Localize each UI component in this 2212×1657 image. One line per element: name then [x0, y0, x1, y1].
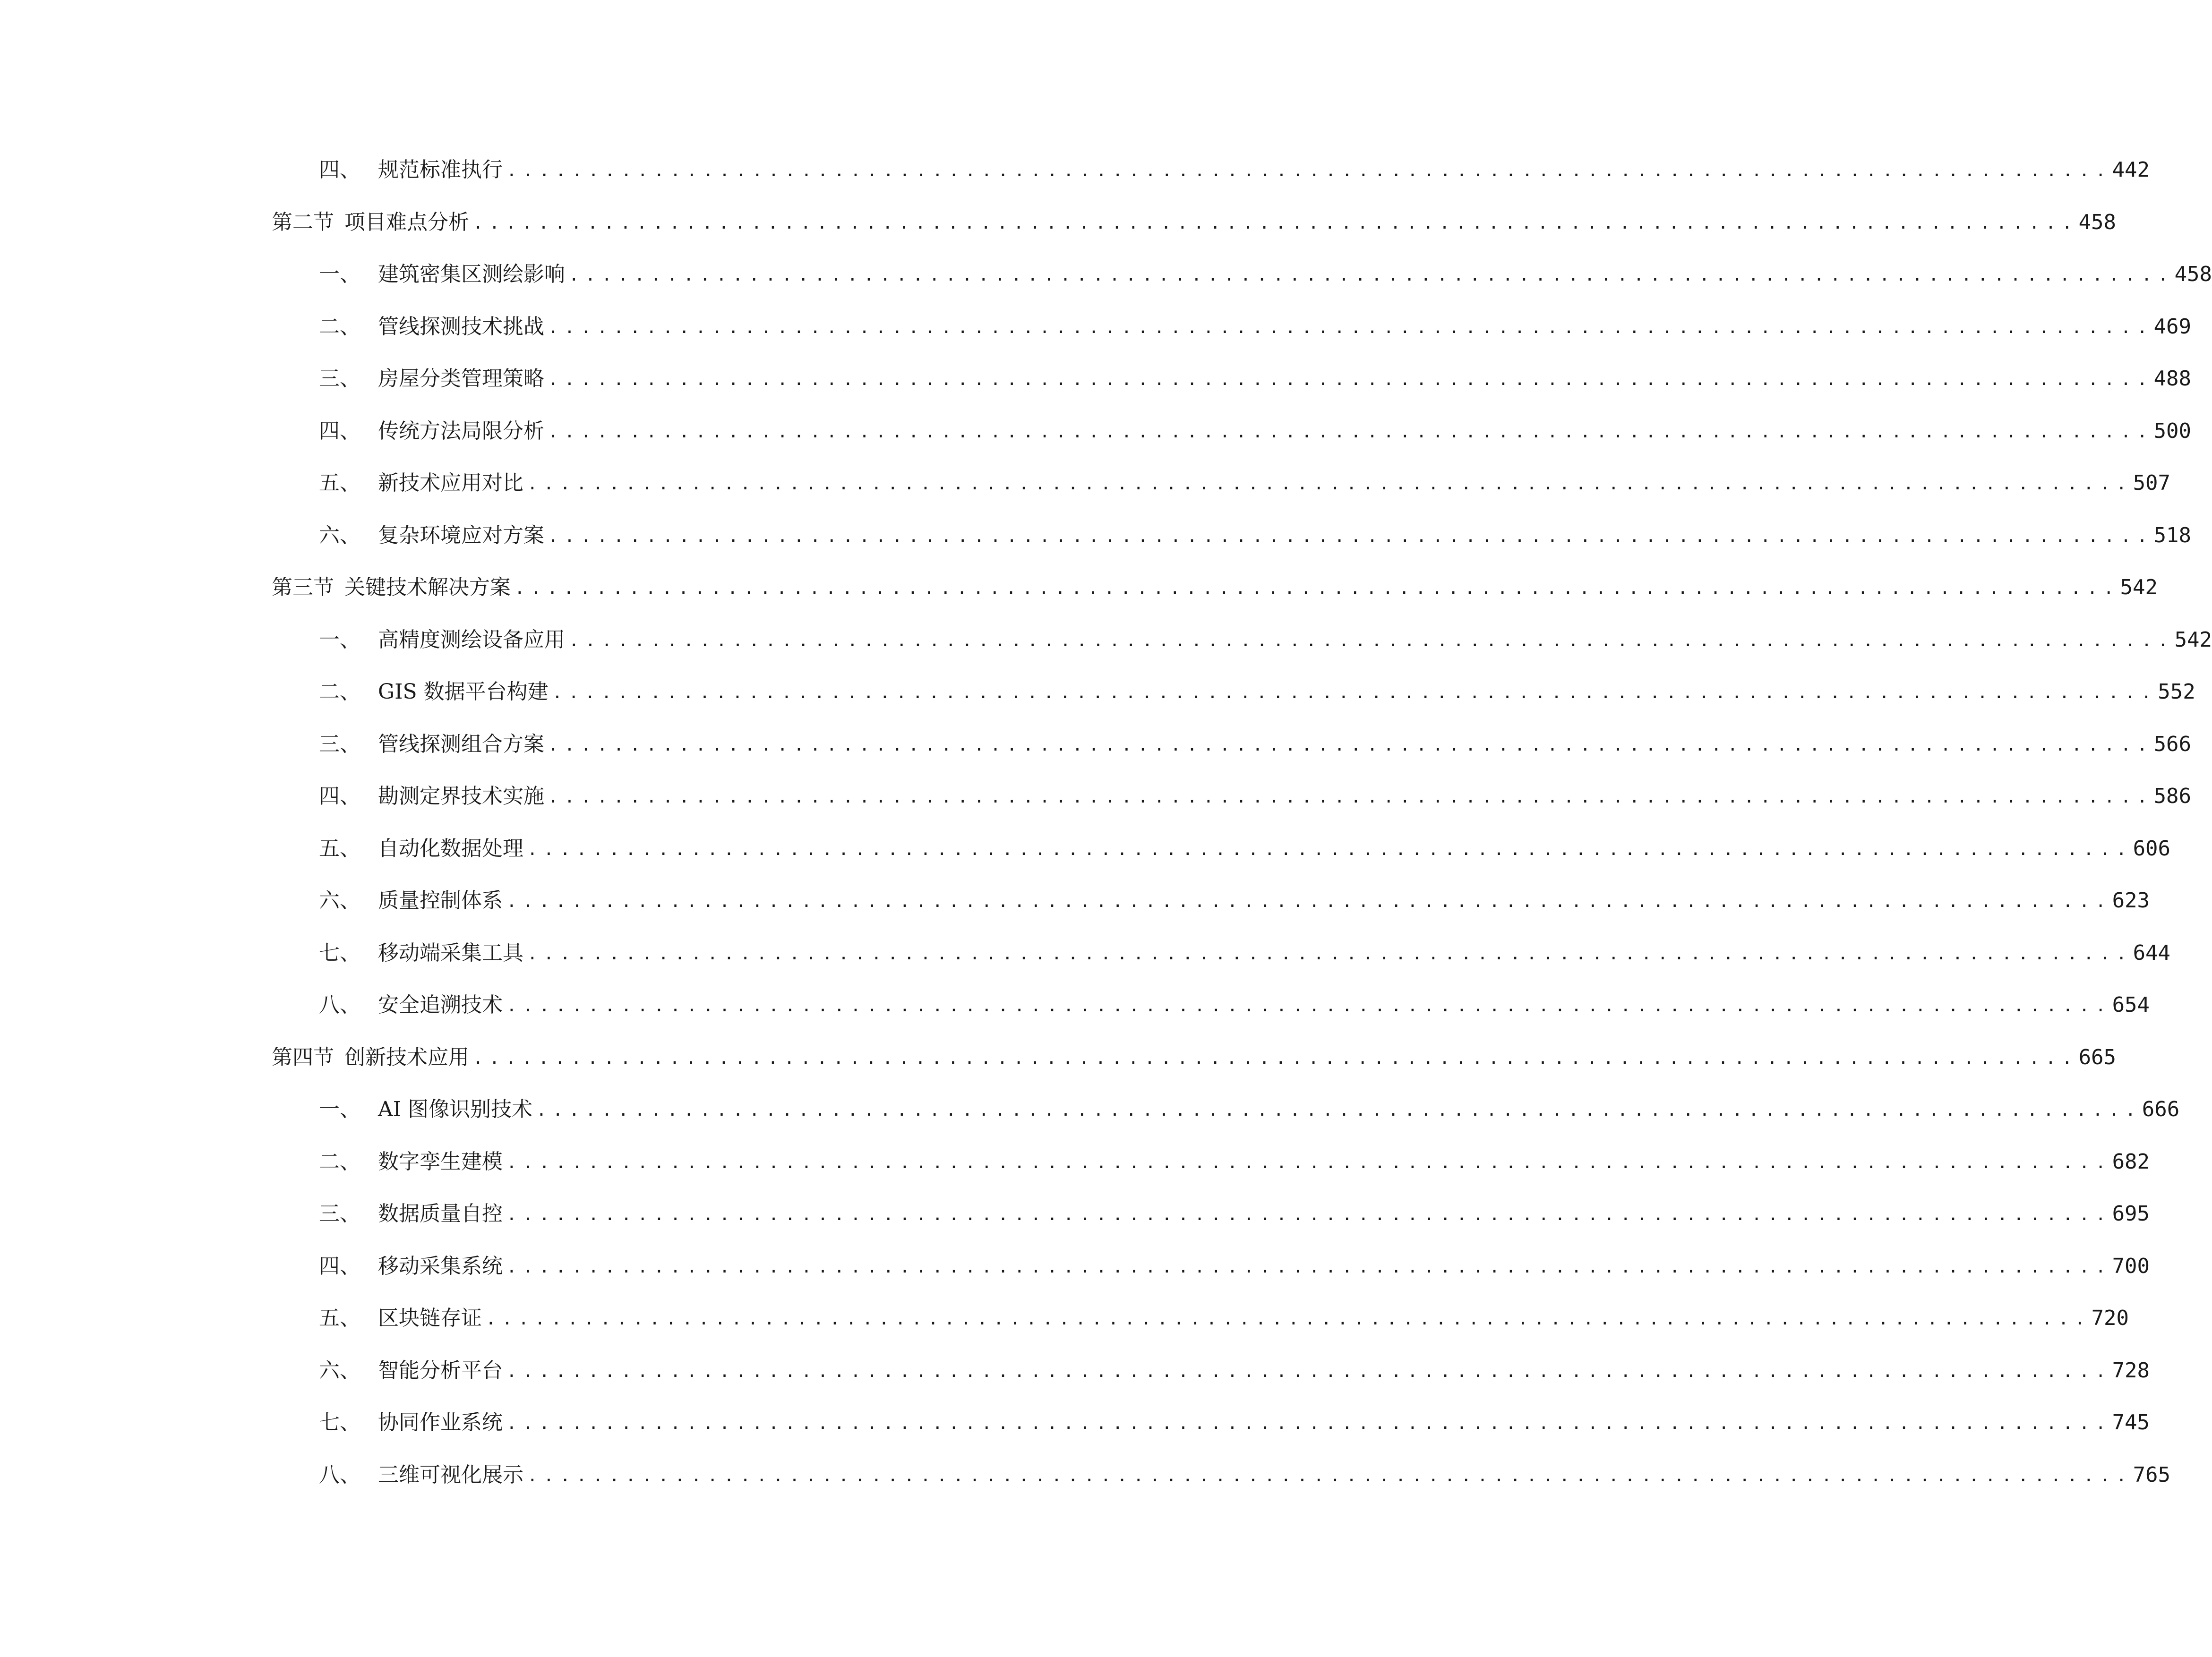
entry-title: 勘测定界技术实施 [378, 784, 544, 809]
dot-leader: .................................................................................................. [548, 317, 2154, 337]
toc-entry[interactable] [272, 823, 2171, 875]
entry-number: 三、 [319, 1202, 360, 1226]
dot-leader: .................................................................................................. [506, 1361, 2112, 1381]
entry-number: 六、 [319, 1358, 360, 1383]
dot-leader: .................................................................................................. [569, 265, 2175, 285]
dot-leader: .................................................................................................. [548, 422, 2154, 442]
toc-entry[interactable] [272, 1240, 2150, 1293]
entry-page-number: 720 [2091, 1306, 2129, 1331]
entry-number: 二、 [319, 680, 360, 704]
dot-leader: .................................................................................................. [527, 474, 2133, 494]
entry-number: 二、 [319, 1149, 360, 1174]
toc-entry[interactable] [272, 248, 2212, 301]
dot-leader: .................................................................................................. [514, 579, 2120, 598]
entry-page-number: 606 [2133, 836, 2171, 861]
entry-number: 八、 [319, 1462, 360, 1487]
dot-leader: .................................................................................................. [506, 1257, 2112, 1277]
dot-leader: .................................................................................................. [506, 1414, 2112, 1434]
dot-leader: .................................................................................................. [527, 1466, 2133, 1486]
entry-page-number: 695 [2112, 1202, 2150, 1226]
toc-entry[interactable] [272, 1397, 2150, 1449]
toc-entry[interactable] [272, 405, 2192, 458]
entry-page-number: 586 [2153, 784, 2192, 809]
dot-leader: .................................................................................................. [506, 1205, 2112, 1225]
dot-leader: .................................................................................................. [473, 1048, 2079, 1068]
entry-title: 房屋分类管理策略 [378, 367, 544, 391]
entry-title: 三维可视化展示 [378, 1462, 523, 1487]
entry-page-number: 745 [2112, 1410, 2150, 1435]
entry-title: 质量控制体系 [378, 888, 503, 913]
section-number: 第三节 [272, 575, 334, 600]
entry-title: 数字孪生建模 [378, 1149, 503, 1174]
toc-section-entry[interactable] [272, 562, 2158, 614]
dot-leader: .................................................................................................. [548, 526, 2154, 546]
toc-entry[interactable] [272, 1345, 2150, 1397]
entry-title: 建筑密集区测绘影响 [378, 262, 565, 287]
toc-entry[interactable] [272, 144, 2150, 196]
entry-number: 八、 [319, 993, 360, 1017]
dot-leader: .................................................................................................. [506, 161, 2112, 181]
entry-page-number: 507 [2133, 471, 2171, 495]
entry-page-number: 765 [2133, 1462, 2171, 1487]
dot-leader: .................................................................................................. [506, 892, 2112, 912]
toc-entry[interactable] [272, 770, 2192, 823]
section-title: 项目难点分析 [344, 210, 469, 234]
entry-title: GIS 数据平台构建 [378, 680, 549, 704]
entry-page-number: 566 [2153, 732, 2192, 756]
toc-entry[interactable] [272, 1292, 2129, 1345]
entry-title: 管线探测组合方案 [378, 732, 544, 756]
toc-entry[interactable] [272, 927, 2171, 980]
toc-entry[interactable] [272, 1188, 2150, 1240]
entry-page-number: 728 [2112, 1358, 2150, 1383]
entry-page-number: 458 [2174, 262, 2212, 287]
entry-page-number: 623 [2112, 888, 2150, 913]
entry-number: 五、 [319, 1306, 360, 1331]
entry-number: 二、 [319, 314, 360, 339]
entry-title: 移动端采集工具 [378, 940, 523, 965]
dot-leader: .................................................................................................. [548, 370, 2154, 390]
entry-number: 六、 [319, 523, 360, 547]
entry-title: 数据质量自控 [378, 1202, 503, 1226]
toc-section-entry[interactable] [272, 1032, 2117, 1084]
entry-number: 四、 [319, 1254, 360, 1278]
entry-title: 协同作业系统 [378, 1410, 503, 1435]
toc-entry[interactable] [272, 666, 2195, 718]
toc-entry[interactable] [272, 353, 2192, 405]
entry-title: 区块链存证 [378, 1306, 482, 1331]
entry-title: 规范标准执行 [378, 158, 503, 182]
dot-leader: .................................................................................................. [527, 944, 2133, 964]
entry-page-number: 666 [2142, 1097, 2180, 1122]
entry-page-number: 682 [2112, 1149, 2150, 1174]
entry-page-number: 665 [2078, 1045, 2117, 1069]
dot-leader: .................................................................................................. [548, 735, 2154, 755]
entry-page-number: 442 [2112, 158, 2150, 182]
section-title: 创新技术应用 [344, 1045, 469, 1069]
entry-number: 一、 [319, 1097, 360, 1122]
entry-page-number: 458 [2078, 210, 2117, 234]
entry-number: 一、 [319, 262, 360, 287]
dot-leader: .................................................................................................. [506, 1153, 2112, 1172]
entry-number: 七、 [319, 1410, 360, 1435]
entry-number: 七、 [319, 940, 360, 965]
entry-number: 三、 [319, 732, 360, 756]
entry-number: 五、 [319, 836, 360, 861]
dot-leader: .................................................................................................. [536, 1101, 2142, 1120]
entry-page-number: 500 [2153, 419, 2192, 443]
entry-title: 传统方法局限分析 [378, 419, 544, 443]
entry-title: 安全追溯技术 [378, 993, 503, 1017]
entry-page-number: 488 [2153, 367, 2192, 391]
entry-number: 四、 [319, 784, 360, 809]
entry-page-number: 654 [2112, 993, 2150, 1017]
toc-entry[interactable] [272, 1449, 2171, 1502]
entry-title: 复杂环境应对方案 [378, 523, 544, 547]
entry-number: 四、 [319, 419, 360, 443]
entry-title: AI 图像识别技术 [378, 1097, 533, 1122]
dot-leader: .................................................................................................. [486, 1309, 2092, 1329]
entry-title: 管线探测技术挑战 [378, 314, 544, 339]
entry-page-number: 469 [2153, 314, 2192, 339]
toc-entry[interactable] [272, 718, 2192, 771]
dot-leader: .................................................................................................. [527, 839, 2133, 859]
entry-title: 智能分析平台 [378, 1358, 503, 1383]
entry-title: 高精度测绘设备应用 [378, 627, 565, 652]
toc-entry[interactable] [272, 614, 2212, 666]
entry-number: 一、 [319, 627, 360, 652]
entry-page-number: 542 [2120, 575, 2158, 600]
entry-page-number: 644 [2133, 940, 2171, 965]
section-number: 第四节 [272, 1045, 334, 1069]
toc-entry[interactable] [272, 1136, 2150, 1188]
dot-leader: .................................................................................................. [473, 213, 2079, 233]
section-title: 关键技术解决方案 [344, 575, 511, 600]
entry-number: 三、 [319, 367, 360, 391]
toc-entry[interactable] [272, 457, 2171, 510]
dot-leader: .................................................................................................. [506, 996, 2112, 1016]
entry-title: 移动采集系统 [378, 1254, 503, 1278]
table-of-contents [272, 144, 2212, 1501]
dot-leader: .................................................................................................. [548, 787, 2154, 807]
entry-title: 新技术应用对比 [378, 471, 523, 495]
entry-title: 自动化数据处理 [378, 836, 523, 861]
dot-leader: .................................................................................................. [552, 683, 2158, 703]
dot-leader: .................................................................................................. [569, 631, 2175, 650]
toc-entry[interactable] [272, 510, 2192, 562]
entry-page-number: 700 [2112, 1254, 2150, 1278]
toc-section-entry[interactable] [272, 196, 2117, 249]
toc-entry[interactable] [272, 979, 2150, 1032]
entry-page-number: 542 [2174, 627, 2212, 652]
entry-page-number: 518 [2153, 523, 2192, 547]
toc-entry[interactable] [272, 1084, 2180, 1136]
toc-entry[interactable] [272, 875, 2150, 927]
entry-number: 六、 [319, 888, 360, 913]
section-number: 第二节 [272, 210, 334, 234]
entry-number: 五、 [319, 471, 360, 495]
entry-page-number: 552 [2158, 680, 2195, 704]
toc-entry[interactable] [272, 301, 2192, 353]
entry-number: 四、 [319, 158, 360, 182]
